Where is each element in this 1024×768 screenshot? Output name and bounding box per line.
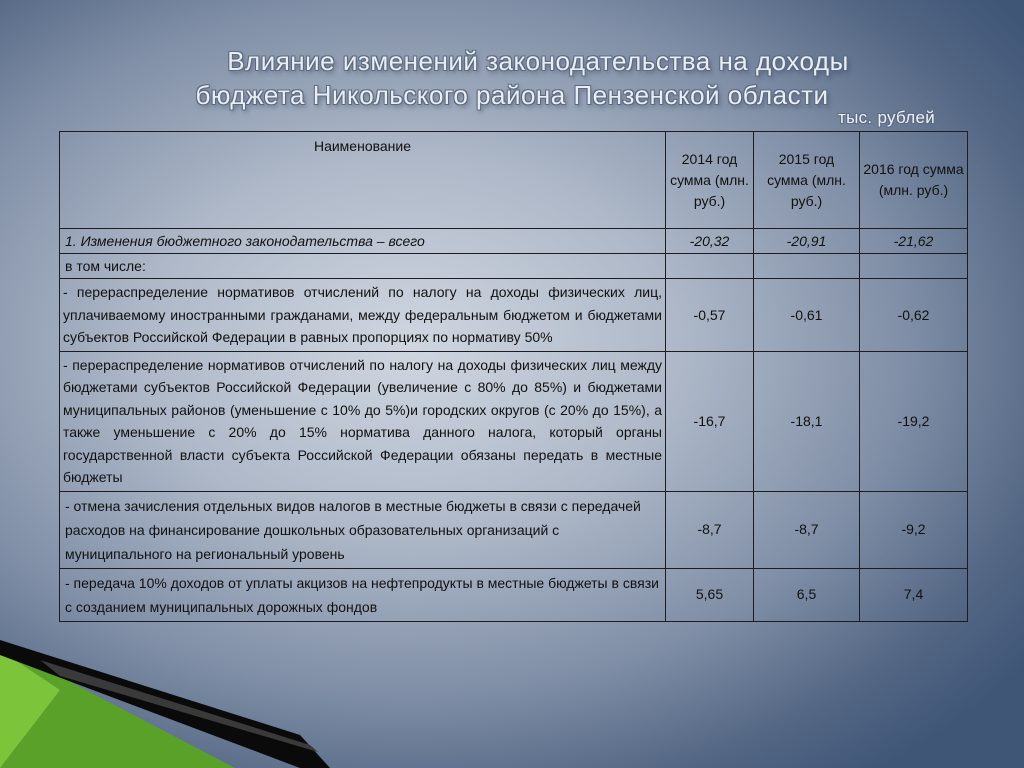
value-2014: [666, 254, 754, 279]
value-2016: -9,2: [860, 491, 968, 568]
value-2016: -21,62: [860, 229, 968, 254]
value-2015: -18,1: [754, 351, 860, 491]
value-2014: -8,7: [666, 491, 754, 568]
value-2014: -20,32: [666, 229, 754, 254]
row-name: - перераспределение нормативов отчислений по налогу на доходы физических лиц, уплачиваемому иностранными гражданами, между федеральным бюджетом и бюджетами субъектов Российской Федерации в равных пропорциях по нормативу 50%: [60, 279, 666, 352]
row-name: - перераспределение нормативов отчислений по налогу на доходы физических лиц между бюджетами субъектов Российской Федерации (увеличение с 80% до 85%) и бюджетами муниципальных районов (уменьшение с 10% до 5%)и городских округов (с 20% до 15%), а также уменьшение с 20% до 15% норматива данного налога, который органы государственной власти субъекта Российской Федерации обязаны передать в местные бюджеты: [60, 351, 666, 491]
value-2015: [754, 254, 860, 279]
row-name: - отмена зачисления отдельных видов налогов в местные бюджеты в связи с передачей расходов на финансирование дошкольных образовательных организаций с муниципального на региональный уровень: [60, 491, 666, 568]
table-row: [60, 229, 968, 254]
table-row: [60, 254, 968, 279]
header-2016: 2016 год сумма (млн. руб.): [860, 132, 968, 229]
value-2015: -0,61: [754, 279, 860, 352]
header-name: Наименование: [60, 132, 666, 229]
value-2015: 6,5: [754, 568, 860, 621]
slide-title-line-1: Влияние изменений законодательства на доходы: [227, 46, 849, 76]
value-2014: 5,65: [666, 568, 754, 621]
row-name: - передача 10% доходов от уплаты акцизов на нефтепродукты в местные бюджеты в связи с созданием муниципальных дорожных фондов: [60, 568, 666, 621]
header-2014: 2014 год сумма (млн. руб.): [666, 132, 754, 229]
value-2016: 7,4: [860, 568, 968, 621]
row-name: 1. Изменения бюджетного законодательства – всего: [60, 229, 666, 254]
value-2016: -0,62: [860, 279, 968, 352]
table-row: [60, 351, 968, 491]
header-2015: 2015 год сумма (млн. руб.): [754, 132, 860, 229]
value-2014: -0,57: [666, 279, 754, 352]
value-2015: -8,7: [754, 491, 860, 568]
value-2015: -20,91: [754, 229, 860, 254]
value-2016: -19,2: [860, 351, 968, 491]
units-label: тыс. рублей: [838, 108, 936, 127]
table-header-row: [60, 132, 968, 229]
row-name: в том числе:: [60, 254, 666, 279]
table-row: [60, 279, 968, 352]
budget-table: [59, 131, 968, 622]
table-row: [60, 491, 968, 568]
table-row: [60, 568, 968, 621]
value-2016: [860, 254, 968, 279]
value-2014: -16,7: [666, 351, 754, 491]
slide-title-line-2: бюджета Никольского района Пензенской области: [195, 80, 829, 110]
